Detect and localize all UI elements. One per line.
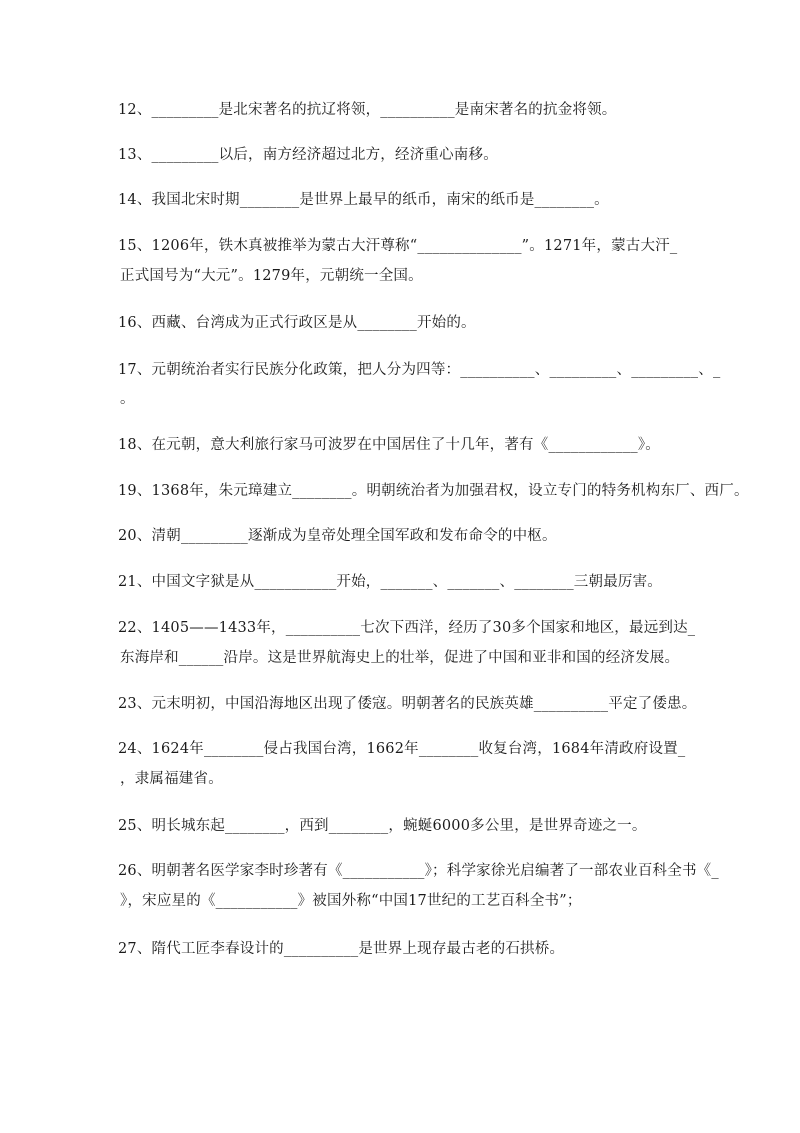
question-19: 19、1368年，朱元璋建立________。明朝统治者为加强君权，设立专门的特务机构东厂、西厂。 — [118, 483, 749, 499]
question-13: 13、_________以后，南方经济超过北方，经济重心南移。 — [118, 147, 498, 163]
question-20: 20、清朝_________逐渐成为皇帝处理全国军政和发布命令的中枢。 — [118, 528, 557, 544]
question-24-line-2: ，隶属福建省。 — [120, 771, 223, 787]
question-23: 23、元末明初，中国沿海地区出现了倭寇。明朝著名的民族英雄__________平定了倭患。 — [118, 696, 697, 712]
question-27: 27、隋代工匠李春设计的__________是世界上现存最古老的石拱桥。 — [118, 941, 565, 957]
question-26-line-2: 》，宋应星的《___________》被国外称“中国17世纪的工艺百科全书”； — [120, 893, 582, 909]
question-17-line-2: 。 — [120, 391, 135, 407]
question-21: 21、中国文字狱是从___________开始，_______、_______、________三朝最厉害。 — [118, 574, 662, 590]
question-22-line-1: 22、1405——1433年，__________七次下西洋，经历了30多个国家和地区，最远到达_ — [118, 620, 696, 636]
question-26-line-1: 26、明朝著名医学家李时珍著有《___________》；科学家徐光启编著了一部农业百科全书《_ — [118, 863, 719, 879]
question-15-line-1: 15、1206年，铁木真被推举为蒙古大汗尊称“______________”。1271年，蒙古大汗_ — [118, 238, 678, 254]
question-14: 14、我国北宋时期________是世界上最早的纸币，南宋的纸币是________。 — [118, 192, 609, 208]
question-18: 18、在元朝，意大利旅行家马可波罗在中国居住了十几年，著有《____________》。 — [118, 437, 660, 453]
question-16: 16、西藏、台湾成为正式行政区是从________开始的。 — [118, 315, 476, 331]
question-17-line-1: 17、元朝统治者实行民族分化政策，把人分为四等：__________、_________、_________、_ — [118, 362, 721, 378]
question-22-line-2: 东海岸和______沿岸。这是世界航海史上的壮举，促进了中国和亚非和国的经济发展。 — [120, 650, 680, 666]
question-24-line-1: 24、1624年________侵占我国台湾，1662年________收复台湾，1684年清政府设置_ — [118, 741, 686, 757]
question-12: 12、_________是北宋著名的抗辽将领，__________是南宋著名的抗金将领。 — [118, 102, 617, 118]
question-15-line-2: 正式国号为“大元”。1279年，元朝统一全国。 — [120, 268, 423, 284]
question-25: 25、明长城东起________，西到________，蜿蜒6000多公里，是世界奇迹之一。 — [118, 818, 647, 834]
